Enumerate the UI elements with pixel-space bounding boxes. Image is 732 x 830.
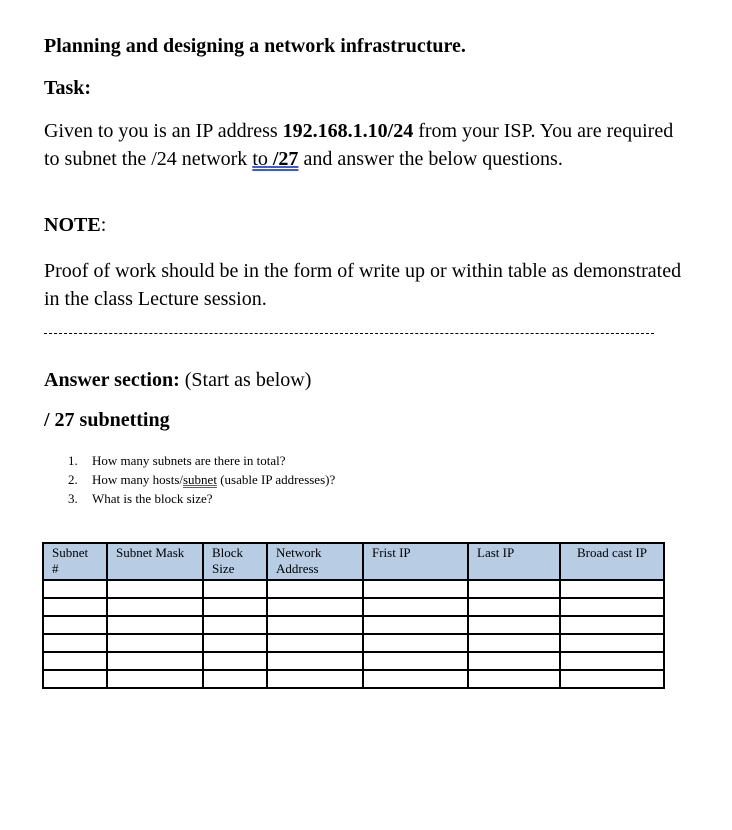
task-text-to: to (252, 148, 268, 170)
list-item (68, 489, 335, 508)
table-cell[interactable] (203, 616, 267, 634)
table-cell[interactable] (363, 598, 468, 616)
proof-paragraph: Proof of work should be in the form of write up or within table as demonstrated in the class Lecture session. (44, 260, 682, 310)
table-cell[interactable] (107, 598, 203, 616)
table-cell[interactable] (203, 670, 267, 688)
table-cell[interactable] (363, 616, 468, 634)
table-cell[interactable] (468, 652, 560, 670)
table-cell[interactable] (267, 634, 363, 652)
subnet-table (42, 542, 665, 689)
table-cell[interactable] (107, 580, 203, 598)
header-subnet-number: Subnet # (43, 543, 107, 580)
task-text-part2: from your ISP. You are required to subnet the /24 network (44, 120, 674, 170)
header-block-size: Block Size (203, 543, 267, 580)
table-row (43, 598, 664, 616)
note-colon: : (100, 214, 107, 236)
ip-address: 192.168.1.10/24 (282, 120, 414, 142)
question-number: 2. (68, 472, 78, 487)
table-cell[interactable] (43, 616, 107, 634)
table-row (43, 616, 664, 634)
table-cell[interactable] (107, 616, 203, 634)
table-cell[interactable] (43, 652, 107, 670)
list-item (68, 470, 335, 489)
answer-section-heading (44, 369, 311, 392)
question-number: 3. (68, 491, 78, 506)
section-divider (44, 333, 654, 334)
question-underlined-word: subnet (183, 472, 217, 487)
table-cell[interactable] (468, 634, 560, 652)
table-cell[interactable] (468, 598, 560, 616)
table-row (43, 634, 664, 652)
table-row (43, 652, 664, 670)
answer-label: Answer section: (44, 369, 180, 391)
table-cell[interactable] (43, 634, 107, 652)
table-cell[interactable] (363, 634, 468, 652)
table-cell[interactable] (267, 652, 363, 670)
note-label (44, 214, 106, 237)
table-body (43, 580, 664, 688)
table-cell[interactable] (203, 634, 267, 652)
table-cell[interactable] (107, 634, 203, 652)
table-cell[interactable] (560, 634, 664, 652)
table-cell[interactable] (43, 598, 107, 616)
question-text-after: (usable IP addresses)? (216, 472, 336, 487)
table-cell[interactable] (468, 580, 560, 598)
table-cell[interactable] (560, 580, 664, 598)
document-title: Planning and designing a network infrastructure. (44, 35, 466, 57)
table-cell[interactable] (363, 670, 468, 688)
question-number: 1. (68, 453, 78, 468)
table-cell[interactable] (203, 598, 267, 616)
header-broadcast-ip: Broad cast IP (560, 543, 664, 580)
header-last-ip: Last IP (468, 543, 560, 580)
question-list (68, 451, 335, 508)
table-cell[interactable] (560, 598, 664, 616)
task-label: Task: (44, 77, 92, 99)
task-text-part3: and answer the below questions. (298, 148, 563, 170)
table-cell[interactable] (560, 670, 664, 688)
task-text-part1: Given to you is an IP address (44, 120, 283, 142)
header-network-address: Network Address (267, 543, 363, 580)
table-cell[interactable] (468, 616, 560, 634)
question-text: What is the block size? (92, 491, 213, 506)
table-row (43, 670, 664, 688)
header-subnet-mask: Subnet Mask (107, 543, 203, 580)
table-cell[interactable] (363, 580, 468, 598)
table-cell[interactable] (267, 670, 363, 688)
table-cell[interactable] (203, 652, 267, 670)
table-cell[interactable] (267, 598, 363, 616)
task-text-slash27: /27 (267, 148, 299, 170)
table-cell[interactable] (43, 580, 107, 598)
table-cell[interactable] (267, 580, 363, 598)
table-cell[interactable] (43, 670, 107, 688)
header-first-ip: Frist IP (363, 543, 468, 580)
table-cell[interactable] (468, 670, 560, 688)
question-text-before: How many hosts/ (92, 472, 183, 487)
table-header-row (43, 543, 664, 580)
table-cell[interactable] (363, 652, 468, 670)
table-cell[interactable] (560, 616, 664, 634)
table-row (43, 580, 664, 598)
question-text: How many subnets are there in total? (92, 453, 286, 468)
table-cell[interactable] (267, 616, 363, 634)
list-item (68, 451, 335, 470)
note-label-text: NOTE (44, 214, 101, 236)
table-cell[interactable] (560, 652, 664, 670)
table-cell[interactable] (107, 652, 203, 670)
subnetting-heading: / 27 subnetting (44, 409, 170, 431)
table-cell[interactable] (203, 580, 267, 598)
answer-hint: (Start as below) (179, 369, 312, 391)
task-paragraph (44, 117, 684, 173)
table-cell[interactable] (107, 670, 203, 688)
